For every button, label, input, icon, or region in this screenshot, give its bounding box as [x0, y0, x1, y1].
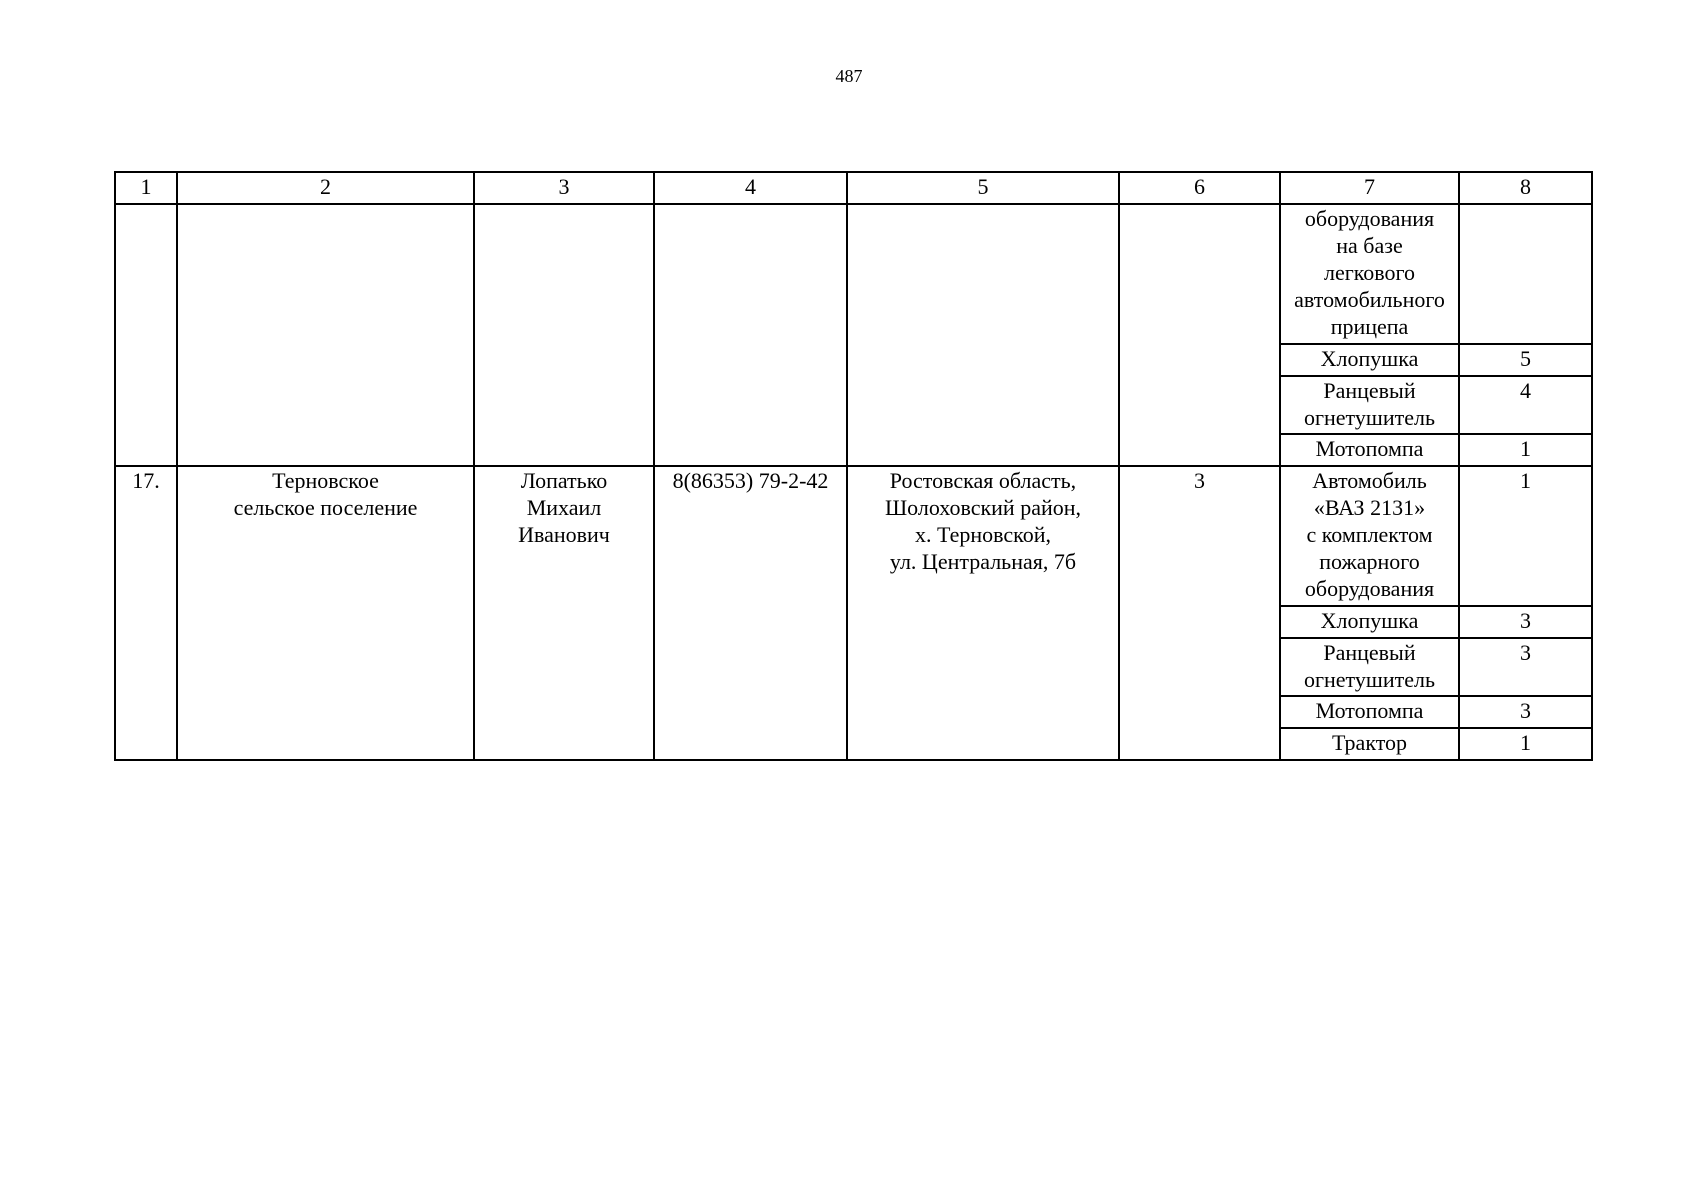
equipment-qty: [1459, 204, 1592, 344]
column-number: 3: [474, 172, 654, 204]
equipment-name: Ранцевый огнетушитель: [1280, 376, 1459, 434]
column-6-value: 3: [1119, 466, 1280, 760]
phone-number: 8(86353) 79-2-42: [654, 466, 847, 760]
continued-num-cell: [115, 204, 177, 466]
equipment-qty: 3: [1459, 696, 1592, 728]
equipment-qty: 3: [1459, 606, 1592, 638]
continued-phone-cell: [654, 204, 847, 466]
equipment-name: Хлопушка: [1280, 606, 1459, 638]
column-number: 2: [177, 172, 474, 204]
equipment-name: Автомобиль «ВАЗ 2131» с комплектом пожарного оборудования: [1280, 466, 1459, 606]
equipment-name: Мотопомпа: [1280, 696, 1459, 728]
column-number: 1: [115, 172, 177, 204]
table-row: [115, 466, 1592, 606]
entry-number: 17.: [115, 466, 177, 760]
head-name: Лопатько Михаил Иванович: [474, 466, 654, 760]
column-number: 6: [1119, 172, 1280, 204]
continued-settlement-cell: [177, 204, 474, 466]
equipment-qty: 1: [1459, 434, 1592, 466]
column-number: 7: [1280, 172, 1459, 204]
equipment-name: Ранцевый огнетушитель: [1280, 638, 1459, 696]
page-number: 487: [835, 66, 863, 86]
equipment-qty: 3: [1459, 638, 1592, 696]
column-number: 4: [654, 172, 847, 204]
column-number-row: [115, 172, 1592, 204]
equipment-name: оборудования на базе легкового автомобильного прицепа: [1280, 204, 1459, 344]
continued-head-cell: [474, 204, 654, 466]
column-number: 5: [847, 172, 1119, 204]
equipment-qty: 1: [1459, 728, 1592, 760]
equipment-qty: 4: [1459, 376, 1592, 434]
equipment-name: Мотопомпа: [1280, 434, 1459, 466]
continued-col6-cell: [1119, 204, 1280, 466]
equipment-table: [114, 171, 1593, 761]
equipment-qty: 5: [1459, 344, 1592, 376]
equipment-name: Трактор: [1280, 728, 1459, 760]
column-number: 8: [1459, 172, 1592, 204]
equipment-qty: 1: [1459, 466, 1592, 606]
settlement-name: Терновское сельское поселение: [177, 466, 474, 760]
address: Ростовская область, Шолоховский район, х. Терновской, ул. Центральная, 7б: [847, 466, 1119, 760]
continued-address-cell: [847, 204, 1119, 466]
equipment-name: Хлопушка: [1280, 344, 1459, 376]
table-row: [115, 204, 1592, 344]
